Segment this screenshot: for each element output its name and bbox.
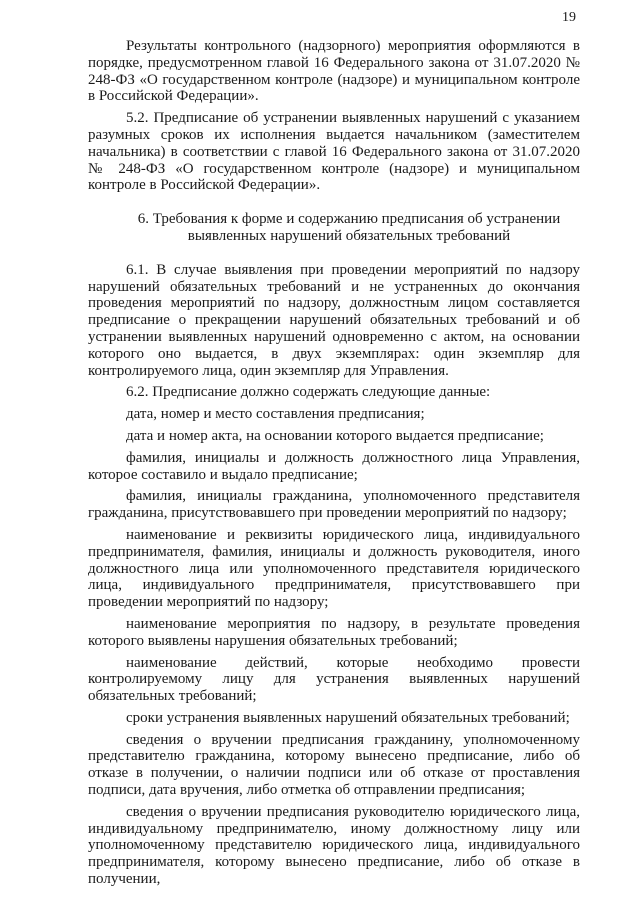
list-item: дата, номер и место составления предписания; xyxy=(126,406,425,423)
section-heading-line: выявленных нарушений обязательных требований xyxy=(187,227,511,244)
list-item: сведения о вручении предписания руководителю юридического лица, индивидуальному предпринимателю, иному должностному лицу или уполномоченному представителю юридического лица, индивидуального предпринимателя, которому вынесено предписание, либо об отказе в получении, xyxy=(88,803,580,888)
section-heading-line: 6. Требования к форме и содержанию предписания об устранении xyxy=(137,211,561,228)
paragraph: 6.2. Предписание должно содержать следующие данные: xyxy=(126,384,491,401)
paragraph: Результаты контрольного (надзорного) мероприятия оформляются в порядке, предусмотренном главой 16 Федерального закона от 31.07.2020 № 248-ФЗ «О государственном контроле (надзоре) и муниципальном контроле в Российской Федерации». xyxy=(88,38,580,105)
list-item: сроки устранения выявленных нарушений обязательных требований; xyxy=(126,709,570,726)
list-item: фамилия, инициалы и должность должностного лица Управления, которое составило и выдало предписание; xyxy=(88,449,580,483)
list-item: фамилия, инициалы гражданина, уполномоченного представителя гражданина, присутствовавшего при проведении мероприятий по надзору; xyxy=(88,488,580,522)
list-item: наименование мероприятия по надзору, в результате проведения которого выявлены нарушения обязательных требований; xyxy=(88,615,580,649)
paragraph: 5.2. Предписание об устранении выявленных нарушений с указанием разумных сроков их исполнения выдается начальником (заместителем начальника) в соответствии с главой 16 Федерального закона от 31.07.2020 № 248-ФЗ «О государственном контроле (надзоре) и муниципальном контроле в Российской Федерации». xyxy=(88,110,580,194)
list-item: наименование действий, которые необходимо провести контролируемому лицу для устранения выявленных нарушений обязательных требований; xyxy=(88,654,580,705)
page-number: 19 xyxy=(562,10,576,25)
list-item: дата и номер акта, на основании которого выдается предписание; xyxy=(126,427,544,444)
list-item: сведения о вручении предписания гражданину, уполномоченному представителю гражданина, которому вынесено предписание, либо об отказе в получении, о наличии подписи или об отказе от проставления подписи, дата вручения, либо отметка об отправлении предписания; xyxy=(88,731,580,799)
section-heading xyxy=(88,211,580,245)
paragraph: 6.1. В случае выявления при проведении мероприятий по надзору нарушений обязательных требований и не устраненных до окончания проведения мероприятий по надзору, должностным лицом составляется предписание о прекращении нарушений обязательных требований и об устранении выявленных нарушений одновременно с актом, на основании которого оно выдается, в двух экземплярах: один экземпляр для контролируемого лица, один экземпляр для Управления. xyxy=(88,261,580,379)
list-item: наименование и реквизиты юридического лица, индивидуального предпринимателя, фамилия, инициалы и должность руководителя, иного должностного лица или уполномоченного представителя юридического лица, индивидуального предпринимателя, присутствовавшего при проведении мероприятий по надзору; xyxy=(88,526,580,611)
document-body xyxy=(88,38,580,888)
